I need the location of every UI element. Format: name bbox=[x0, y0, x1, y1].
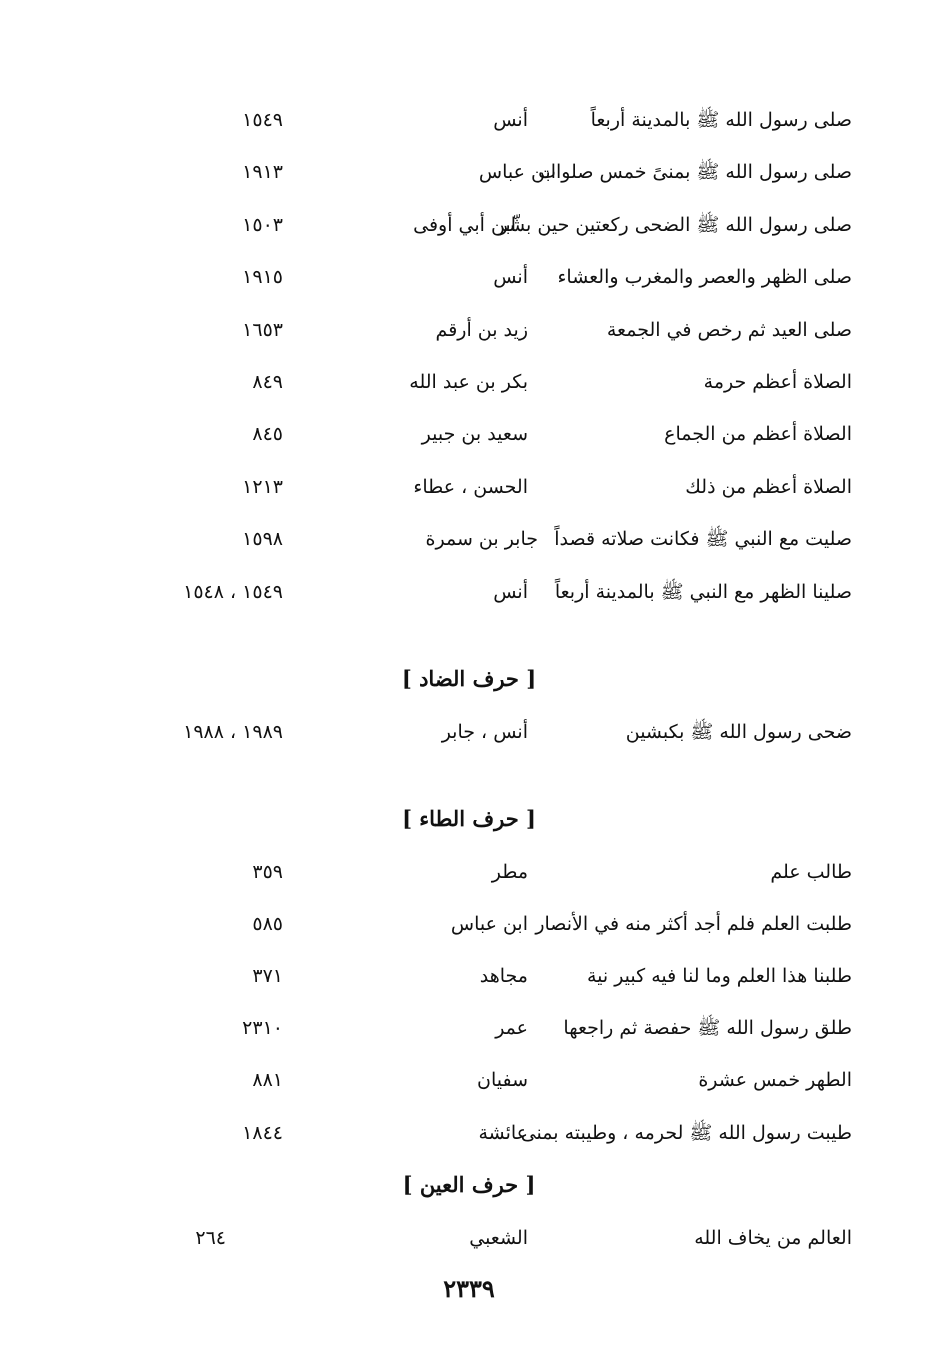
entry-reference: ١٥٤٩ ، ١٥٤٨ bbox=[183, 581, 283, 603]
list-item bbox=[0, 958, 938, 994]
entry-narrator: مجاهد bbox=[479, 965, 528, 987]
entry-narrator: أنس bbox=[493, 109, 528, 131]
list-item bbox=[0, 102, 938, 138]
list-item bbox=[0, 521, 938, 557]
list-item bbox=[0, 1115, 938, 1151]
entry-reference: ١٩٨٩ ، ١٩٨٨ bbox=[183, 721, 283, 743]
entry-text: طلبنا هذا العلم وما لنا فيه كبير نية bbox=[586, 965, 852, 987]
entry-text: الصلاة أعظم من ذلك bbox=[685, 476, 852, 498]
entry-text: صلى رسول الله ﷺ بمنىً خمس صلوات bbox=[538, 161, 852, 183]
entry-text: صلينا الظهر مع النبي ﷺ بالمدينة أربعاً bbox=[554, 581, 852, 603]
entry-text: الصلاة أعظم حرمة bbox=[703, 371, 852, 393]
section-heading-dad: [ حرف الضاد ] bbox=[401, 666, 537, 691]
list-item bbox=[0, 259, 938, 295]
entry-text: العالم من يخاف الله bbox=[694, 1227, 852, 1249]
entry-narrator: عائشة bbox=[478, 1122, 528, 1144]
entry-text: طلق رسول الله ﷺ حفصة ثم راجعها bbox=[563, 1017, 852, 1039]
entry-text: طالب علم bbox=[770, 861, 852, 883]
entry-narrator: ابن عباس bbox=[478, 161, 556, 183]
entry-text: صلى رسول الله ﷺ الضحى ركعتين حين بشّر bbox=[498, 214, 852, 236]
entry-text: الصلاة أعظم من الجماع bbox=[664, 423, 852, 445]
list-item bbox=[0, 207, 938, 243]
list-item bbox=[0, 312, 938, 348]
list-item bbox=[0, 416, 938, 452]
entry-text: ضحى رسول الله ﷺ بكبشين bbox=[625, 721, 852, 743]
entry-narrator: ابن أبي أوفى bbox=[413, 214, 516, 236]
entry-narrator: ابن عباس bbox=[450, 913, 528, 935]
entry-reference: ١٦٥٣ bbox=[242, 319, 283, 341]
entry-reference: ١٨٤٤ bbox=[242, 1122, 283, 1144]
entry-text: صليت مع النبي ﷺ فكانت صلاته قصداً bbox=[554, 528, 852, 550]
entry-text: طلبت العلم فلم أجد أكثر منه في الأنصار bbox=[535, 913, 852, 935]
entry-narrator: سعيد بن جبير bbox=[421, 423, 528, 445]
entry-reference: ٨٤٥ bbox=[252, 423, 283, 445]
list-item bbox=[0, 1062, 938, 1098]
list-item bbox=[0, 154, 938, 190]
list-item bbox=[0, 469, 938, 505]
entry-reference: ١٢١٣ bbox=[242, 476, 283, 498]
entry-narrator: جابر بن سمرة bbox=[425, 528, 538, 550]
section-heading-ta: [ حرف الطاء ] bbox=[402, 806, 536, 831]
list-item bbox=[0, 854, 938, 890]
page-number: ٢٣٣٩ bbox=[443, 1274, 495, 1303]
entry-narrator: مطر bbox=[491, 861, 528, 883]
list-item bbox=[0, 1010, 938, 1046]
entry-text: صلى العيد ثم رخص في الجمعة bbox=[606, 319, 852, 341]
section-heading-ain: [ حرف العين ] bbox=[402, 1172, 536, 1197]
entry-text: صلى رسول الله ﷺ بالمدينة أربعاً bbox=[590, 109, 852, 131]
list-item bbox=[0, 364, 938, 400]
list-item bbox=[0, 1220, 938, 1256]
entry-narrator: الشعبي bbox=[469, 1227, 528, 1249]
entry-narrator: سفيان bbox=[476, 1069, 528, 1091]
entry-narrator: أنس bbox=[493, 581, 528, 603]
entry-reference: ٥٨٥ bbox=[252, 913, 283, 935]
entry-narrator: بكر بن عبد الله bbox=[409, 371, 528, 393]
list-item bbox=[0, 714, 938, 750]
entry-text: صلى الظهر والعصر والمغرب والعشاء bbox=[557, 266, 852, 288]
entry-reference: ١٩١٥ bbox=[242, 266, 283, 288]
entry-reference: ١٩١٣ bbox=[242, 161, 283, 183]
entry-reference: ٨٤٩ bbox=[252, 371, 283, 393]
entry-narrator: الحسن ، عطاء bbox=[413, 476, 528, 498]
entry-narrator: أنس bbox=[493, 266, 528, 288]
entry-reference: ١٥٤٩ bbox=[242, 109, 283, 131]
entry-reference: ٨٨١ bbox=[252, 1069, 283, 1091]
entry-reference: ١٥٠٣ bbox=[242, 214, 283, 236]
entry-reference: ٣٧١ bbox=[252, 965, 283, 987]
entry-narrator: زيد بن أرقم bbox=[435, 319, 528, 341]
entry-reference: ٣٥٩ bbox=[252, 861, 283, 883]
entry-narrator: أنس ، جابر bbox=[441, 721, 528, 743]
entry-text: الطهر خمس عشرة bbox=[698, 1069, 852, 1091]
entry-text: طيبت رسول الله ﷺ لحرمه ، وطيبته بمنى bbox=[520, 1122, 852, 1144]
list-item bbox=[0, 906, 938, 942]
list-item bbox=[0, 574, 938, 610]
entry-reference: ٢٣١٠ bbox=[242, 1017, 283, 1039]
entry-reference: ٢٦٤ bbox=[195, 1227, 226, 1249]
entry-reference: ١٥٩٨ bbox=[242, 528, 283, 550]
entry-narrator: عمر bbox=[495, 1017, 528, 1039]
